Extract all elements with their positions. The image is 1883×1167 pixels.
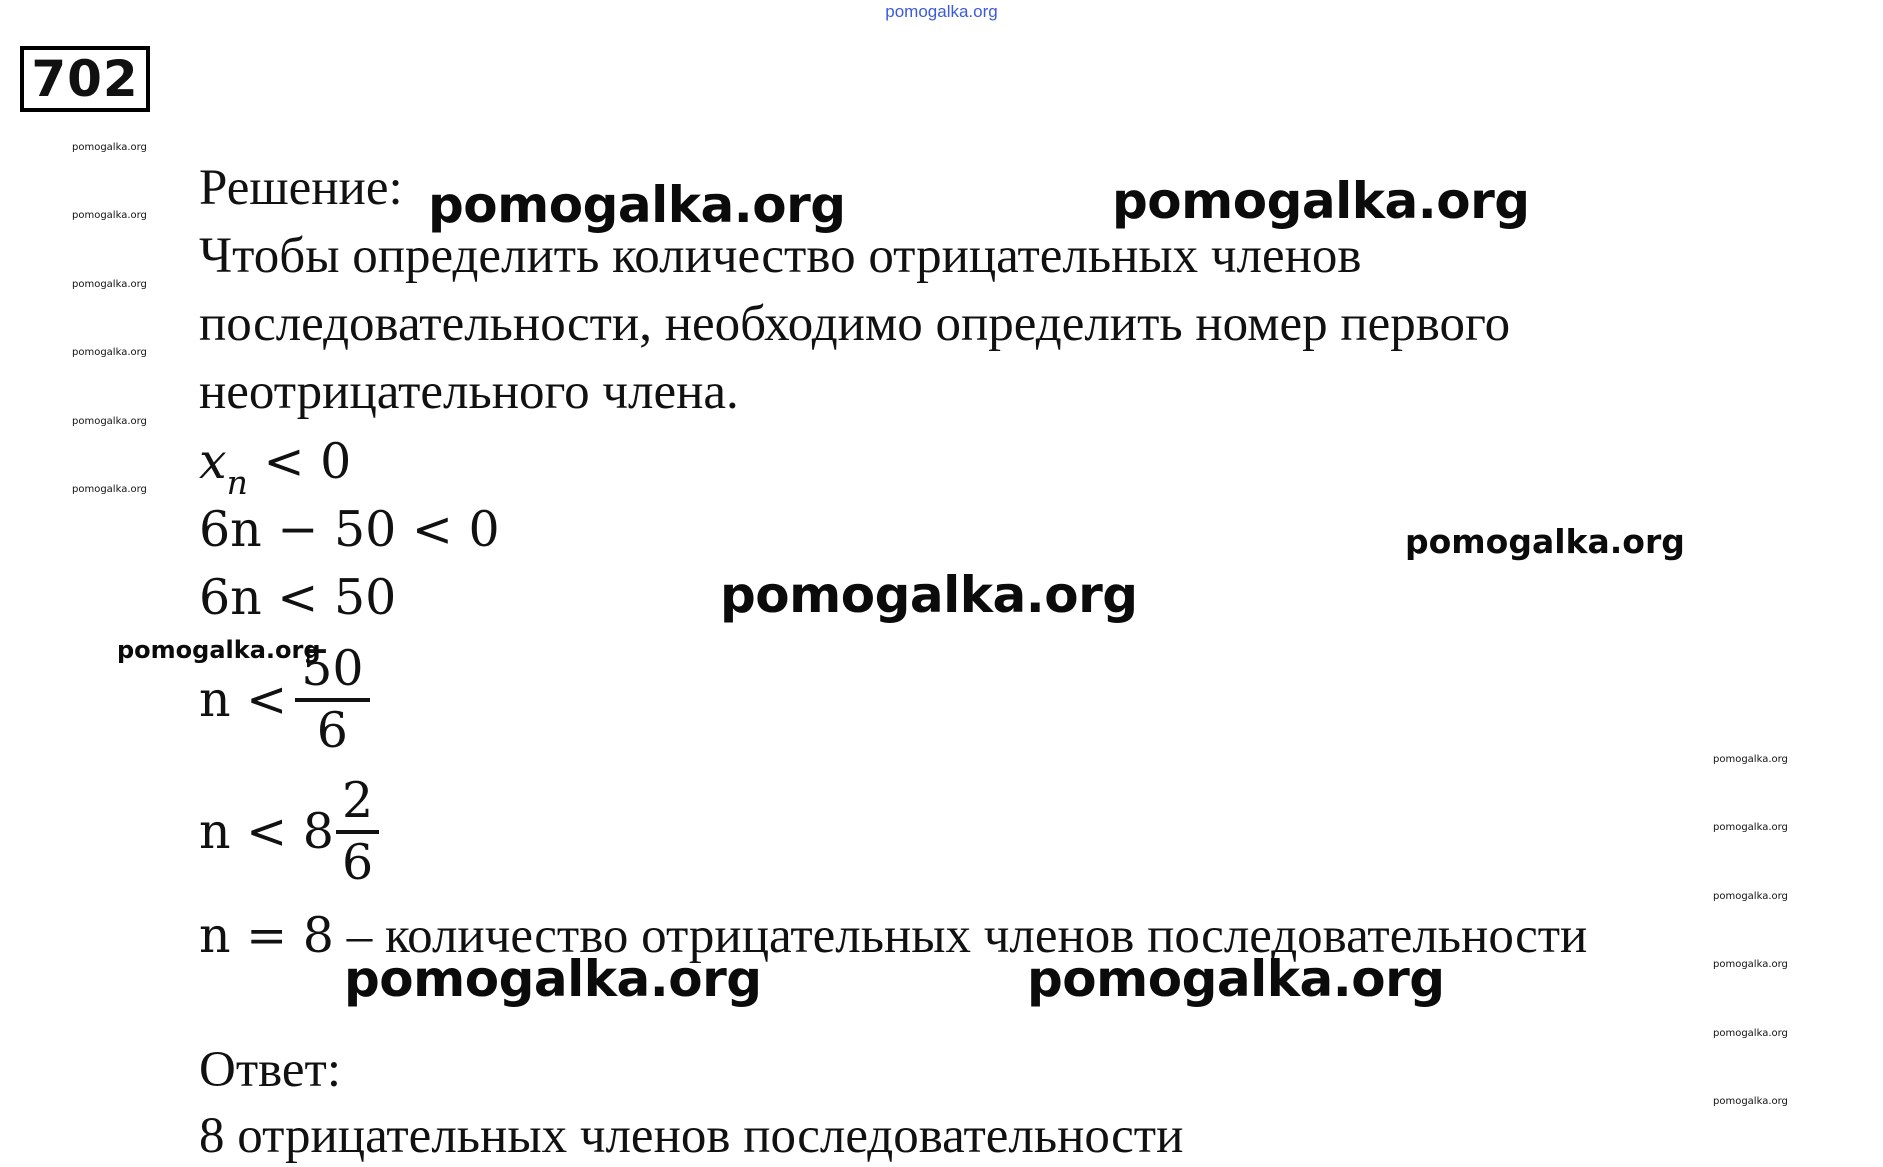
answer-text: 8 отрицательных членов последовательности bbox=[199, 1108, 1184, 1164]
site-link[interactable]: pomogalka.org bbox=[885, 2, 998, 21]
watermark: pomogalka.org bbox=[72, 210, 147, 221]
watermark: pomogalka.org bbox=[1713, 891, 1788, 902]
step-5-lhs: n < 8 bbox=[199, 803, 334, 860]
step-5-numerator: 2 bbox=[341, 772, 374, 829]
intro-line-3: неотрицательного члена. bbox=[199, 364, 739, 420]
step-1-rest: < 0 bbox=[247, 433, 352, 490]
watermark: pomogalka.org bbox=[1112, 172, 1530, 230]
watermark: pomogalka.org bbox=[1713, 1096, 1788, 1107]
watermark: pomogalka.org bbox=[72, 347, 147, 358]
answer-heading: Ответ: bbox=[199, 1042, 341, 1098]
watermark: pomogalka.org bbox=[720, 566, 1138, 624]
watermark: pomogalka.org bbox=[72, 484, 147, 495]
watermark: pomogalka.org bbox=[72, 279, 147, 290]
step-5-fraction bbox=[336, 772, 379, 892]
watermark: pomogalka.org bbox=[1405, 522, 1685, 561]
step-5 bbox=[199, 772, 379, 892]
step-2: 6n − 50 < 0 bbox=[199, 501, 500, 558]
watermark: pomogalka.org bbox=[117, 636, 321, 664]
step-6-text: – количество отрицательных членов последовательности bbox=[333, 908, 1588, 964]
step-1-var: x bbox=[199, 433, 227, 490]
step-1-subscript: n bbox=[226, 463, 248, 502]
watermark: pomogalka.org bbox=[72, 142, 147, 153]
step-4-numerator: 50 bbox=[301, 640, 364, 697]
watermark: pomogalka.org bbox=[1713, 754, 1788, 765]
step-4-lhs: n < bbox=[199, 671, 288, 728]
intro-line-1: Чтобы определить количество отрицательных членов bbox=[199, 228, 1362, 284]
watermark: pomogalka.org bbox=[1713, 822, 1788, 833]
watermark: pomogalka.org bbox=[1027, 950, 1445, 1008]
solution-heading: Решение: bbox=[199, 160, 403, 216]
step-4-denominator: 6 bbox=[316, 702, 348, 759]
watermark: pomogalka.org bbox=[72, 416, 147, 427]
watermark: pomogalka.org bbox=[1713, 1028, 1788, 1039]
step-3: 6n < 50 bbox=[199, 569, 397, 626]
step-5-denominator: 6 bbox=[341, 834, 374, 891]
watermark: pomogalka.org bbox=[1713, 959, 1788, 970]
step-6-math: n = 8 bbox=[199, 907, 334, 964]
problem-number-box bbox=[20, 46, 150, 112]
problem-number: 702 bbox=[31, 50, 139, 108]
step-1 bbox=[199, 432, 352, 502]
watermark: pomogalka.org bbox=[428, 176, 846, 234]
watermark: pomogalka.org bbox=[344, 950, 762, 1008]
intro-line-2: последовательности, необходимо определить номер первого bbox=[199, 296, 1511, 352]
